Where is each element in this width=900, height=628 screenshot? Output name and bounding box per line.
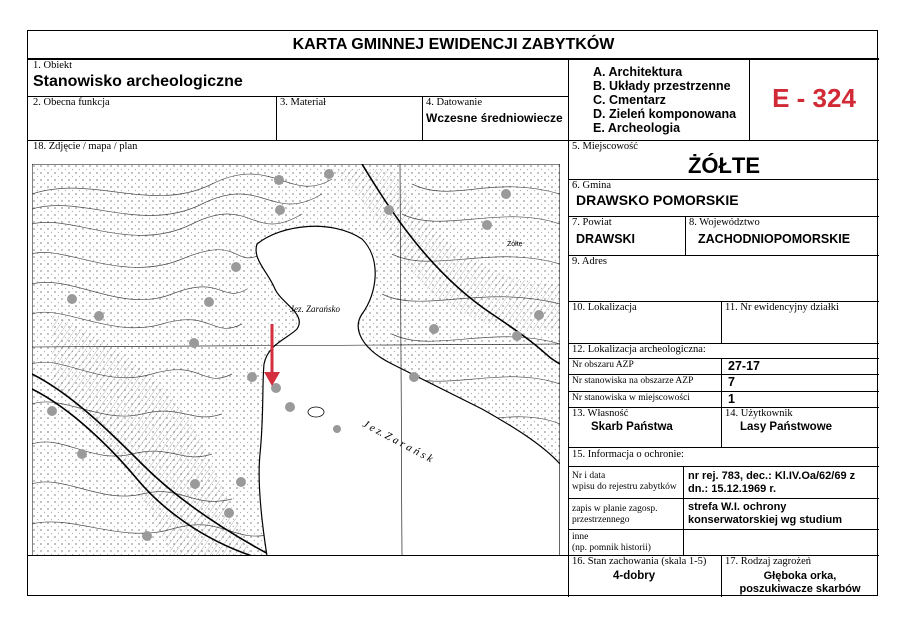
inne-label-2: (np. pomnik historii) [572,543,651,553]
plan-label-1: zapis w planie zagosp. [572,504,658,514]
map-image [32,164,560,556]
lake-label-north: Jez. Zarańsko [290,304,340,314]
card-title: KARTA GMINNEJ EWIDENCJI ZABYTKÓW [292,36,615,53]
stan-value: 4-dobry [613,570,656,582]
record-code: E - 324 [772,83,856,113]
datowanie-label: 4. Datowanie [426,97,482,108]
lake-label-south: J e z. Z a r a ń s k [360,418,435,466]
category-c: C. Cmentarz [593,93,666,107]
heritage-card [27,30,878,596]
nr-miejsc-value: 1 [728,392,735,406]
obiekt-label: 1. Obiekt [33,60,73,71]
lok-arch-label: 12. Lokalizacja archeologiczna: [572,344,706,355]
gmina-label: 6. Gmina [572,180,612,191]
rejestr-value-2: dn.: 15.12.1969 r. [688,483,777,495]
funkcja-label: 2. Obecna funkcja [33,97,110,108]
category-d: D. Zieleń komponowana [593,107,737,121]
zdjecie-label: 18. Zdjęcie / mapa / plan [33,141,138,152]
zagrozenia-value-1: Głęboka orka, [763,570,837,582]
miejscowosc-label: 5. Miejscowość [572,141,638,152]
azp-value: 27-17 [728,359,760,373]
nr-azp-value: 7 [728,375,735,389]
zagrozenia-label: 17. Rodzaj zagrożeń [725,556,812,567]
adres-label: 9. Adres [572,256,607,267]
wojewodztwo-label: 8. Województwo [689,217,760,228]
plan-label-2: przestrzennego [572,515,630,525]
category-e: E. Archeologia [593,121,681,135]
inne-label-1: inne [572,532,589,542]
stan-label: 16. Stan zachowania (skala 1-5) [572,556,707,567]
zagrozenia-value-2: poszukiwacze skarbów [739,583,861,595]
datowanie-value: Wczesne średniowiecze [426,111,563,125]
category-a: A. Architektura [593,65,683,79]
nr-dzialki-label: 11. Nr ewidencyjny działki [725,302,839,313]
miejscowosc-value: ŻÓŁTE [687,153,761,178]
obiekt-value: Stanowisko archeologiczne [33,73,243,90]
plan-value-1: strefa W.I. ochrony [688,501,787,513]
rejestr-label-2: wpisu do rejestru zabytków [572,482,677,492]
town-label: Żółte [507,241,523,248]
powiat-label: 7. Powiat [572,217,612,228]
plan-value-2: konserwatorskiej wg studium [688,514,843,526]
lokalizacja-label: 10. Lokalizacja [572,302,637,313]
wojewodztwo-value: ZACHODNIOPOMORSKIE [698,232,851,246]
category-list [593,65,736,135]
material-label: 3. Materiał [280,97,327,108]
uzytkownik-value: Lasy Państwowe [740,421,833,433]
gmina-value: DRAWSKO POMORSKIE [576,192,739,208]
azp-label: Nr obszaru AZP [572,360,634,370]
category-b: B. Układy przestrzenne [593,79,731,93]
wlasnosc-label: 13. Własność [572,408,629,419]
rejestr-label-1: Nr i data [572,471,606,481]
uzytkownik-label: 14. Użytkownik [725,408,793,419]
rejestr-value-1: nr rej. 783, dec.: Kl.IV.Oa/62/69 z [688,470,856,482]
powiat-value: DRAWSKI [576,232,636,246]
nr-miejsc-label: Nr stanowiska w miejscowości [572,393,690,403]
nr-azp-label: Nr stanowiska na obszarze AZP [572,376,694,386]
wlasnosc-value: Skarb Państwa [591,421,673,433]
ochrona-label: 15. Informacja o ochronie: [572,449,684,460]
